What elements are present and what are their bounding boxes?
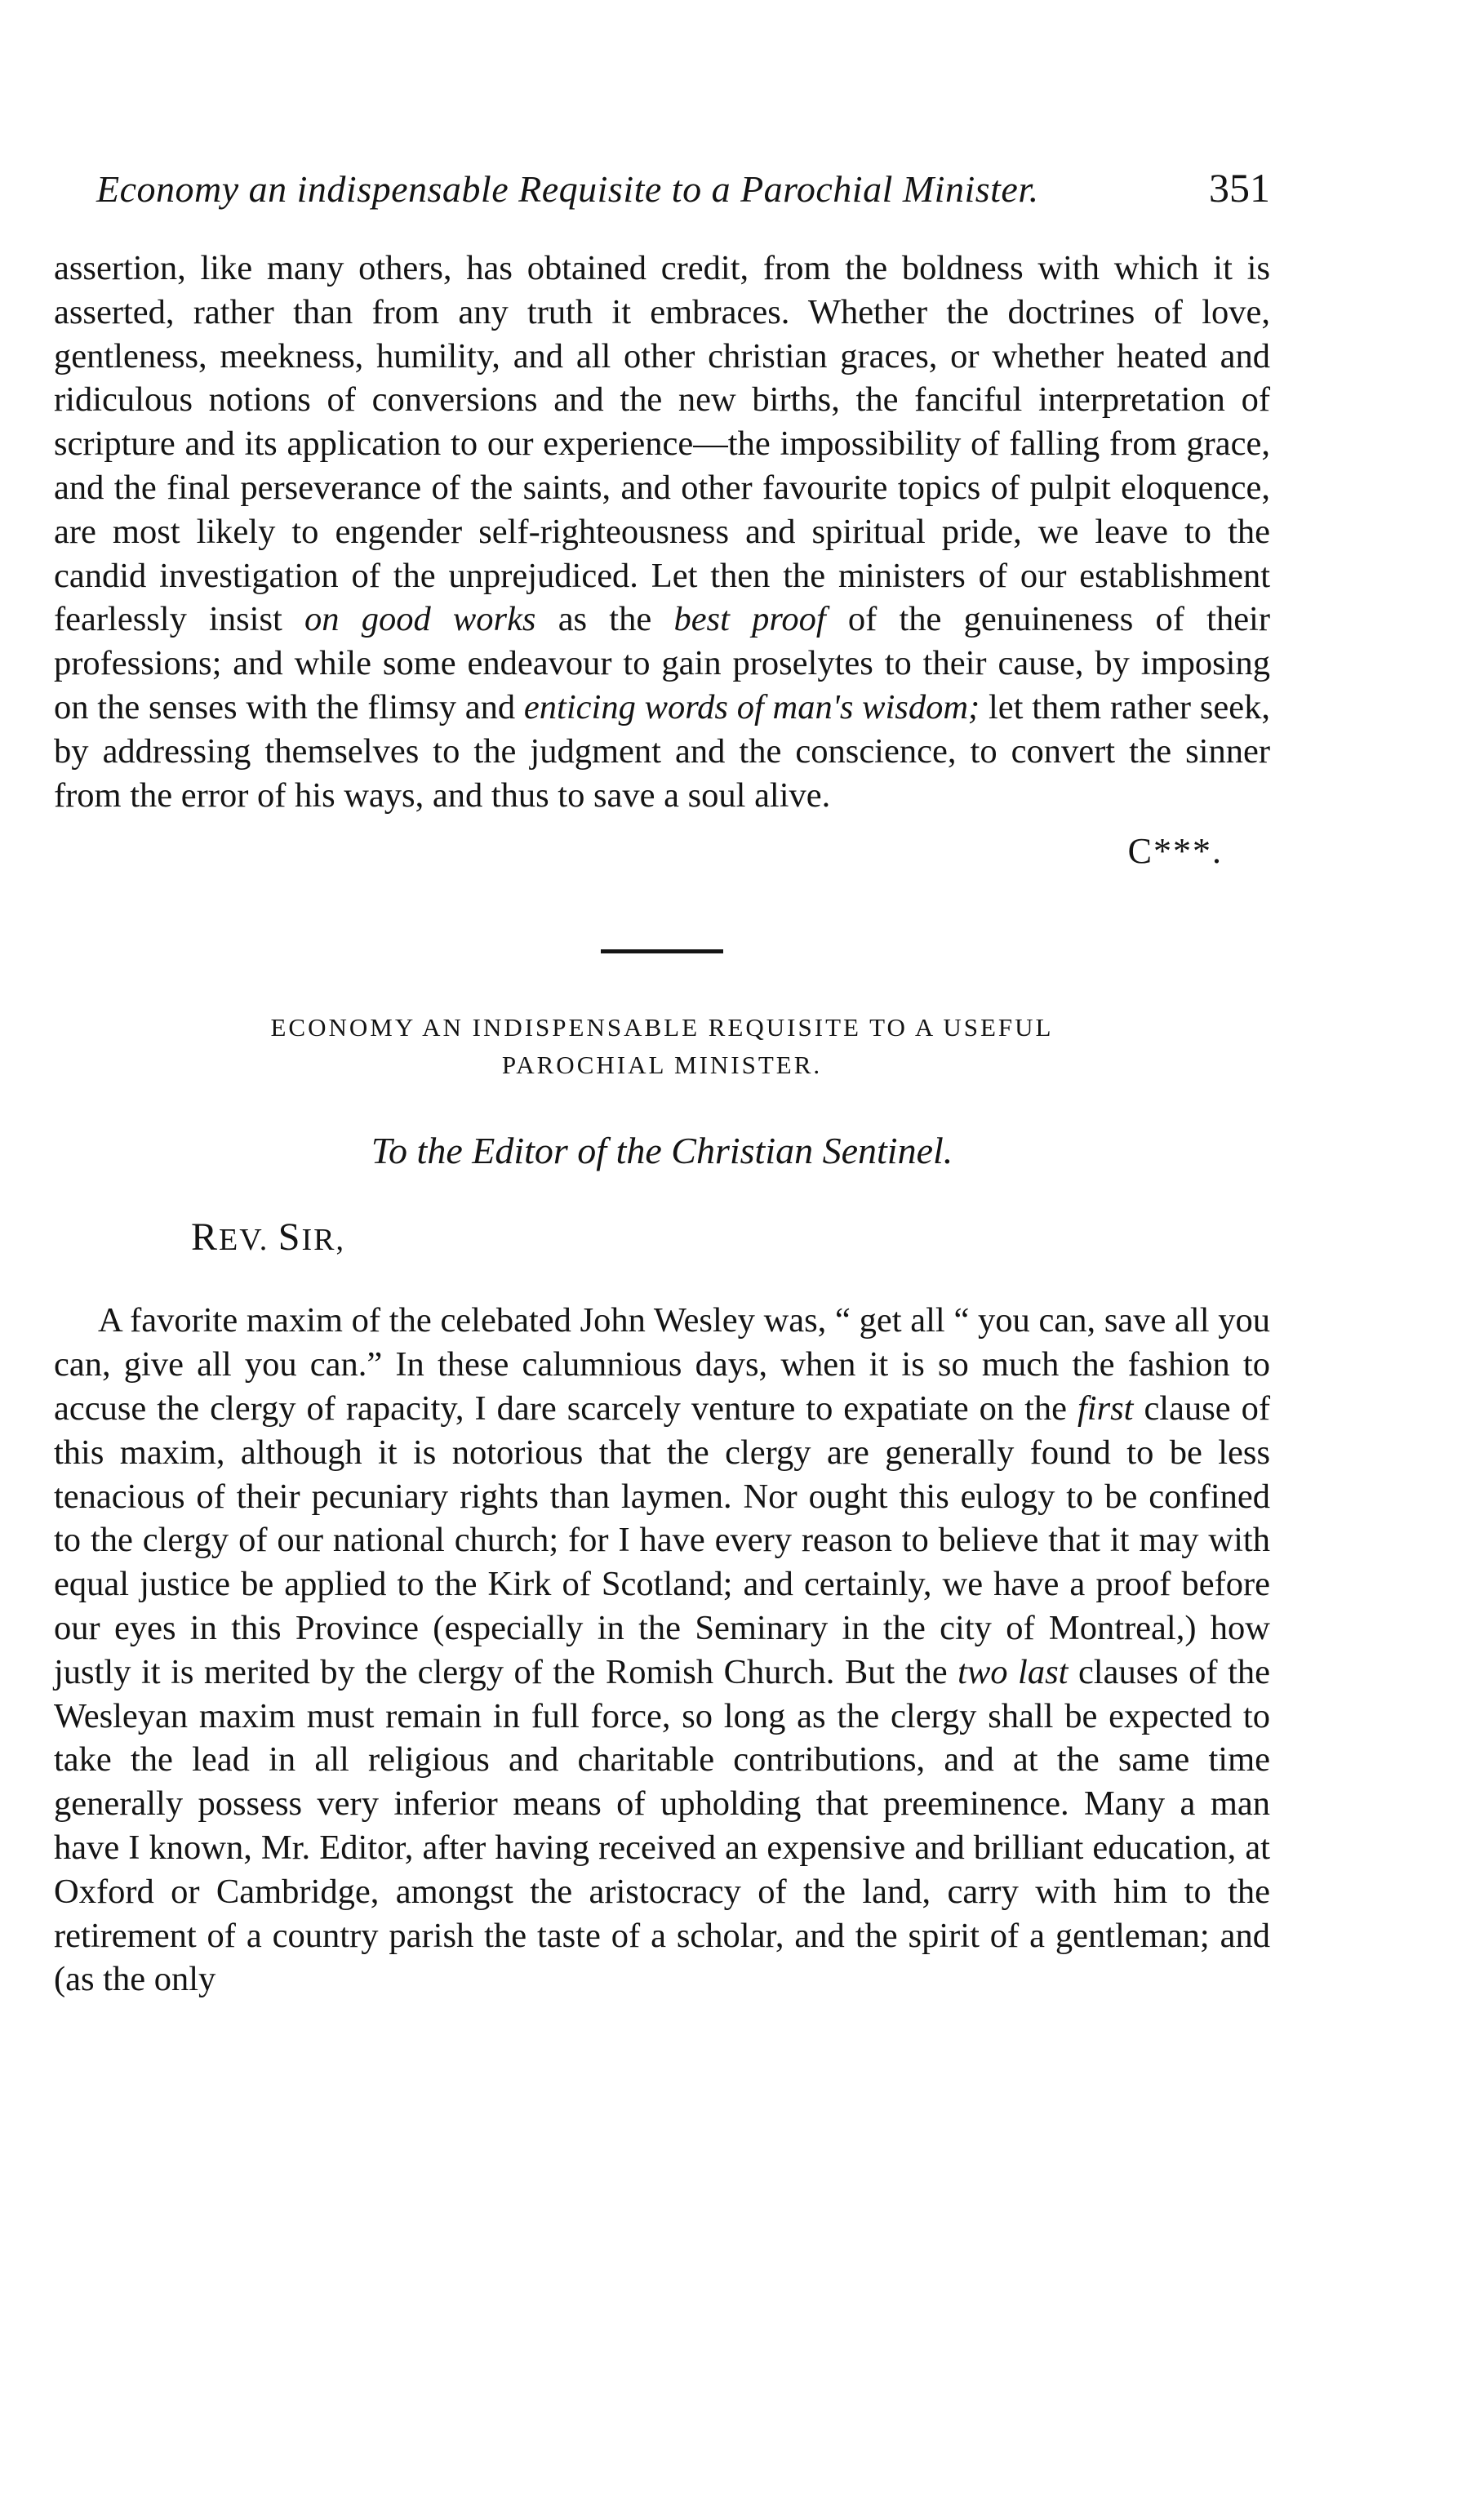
text-run: clause of this maxim, although it is notorious that the clergy are generally found to be less tenacious of their pecuniary rights than laymen. Nor ought this eulogy to be confined to the clergy of our national church; for I have every reason to believe that it may with equal justice be applied to the Kirk of Scotland; and certainly, we have a proof before our eyes in this Province (especially in the Seminary in the city of Montreal,) how justly it is merited by the clergy of the Romish Church. But the [54,1389,1270,1691]
salutation-initial: R [191,1215,220,1260]
running-head [54,163,1270,214]
article-body-paragraph [54,1299,1270,2002]
page-number: 351 [1209,165,1270,211]
text-run: of the genuineness of their professions; and while some endeavour to gain proselytes to their cause, by imposing on the senses with the flimsy and [54,600,1271,726]
article-title-line-2: PAROCHIAL MINISTER. [501,1051,823,1080]
page [54,163,1270,2002]
emphasis-on-good-works: on good works [304,600,536,639]
text-run: A favorite maxim of the celebated John Wesley was, “ get all “ you can, save all you can, give all you can.” In these calumnious days, when it is so much the fashion to accuse the clergy of rapacity, I dare scarcely venture to expatiate on the [54,1301,1270,1428]
emphasis-first: first [1077,1389,1134,1428]
article-title-line-1: ECONOMY AN INDISPENSABLE REQUISITE TO A USEFUL [270,1013,1054,1042]
emphasis-two-last: two last [957,1652,1069,1691]
previous-article-paragraph [54,247,1270,817]
article-dedication: To the Editor of the Christian Sentinel. [371,1130,953,1172]
salutation-text: EV. [219,1223,269,1258]
emphasis-best-proof: best proof [673,600,826,639]
author-signature: C***. [1127,831,1223,872]
text-run: as the [535,600,674,639]
salutation [54,1215,1270,1263]
emphasis-enticing-words: enticing words of man's wisdom; [523,687,980,726]
text-run: let them rather seek, by addressing themselves to the judgment and the conscience, to convert the sinner from the error of his ways, and thus to save a soul alive. [54,687,1270,815]
salutation-initial: S [278,1215,302,1260]
text-run: assertion, like many others, has obtained credit, from the boldness with which it is asserted, rather than from any truth it embraces. Whether the doctrines of love, gentleness, meekness, humility, and all other christian graces, or whether heated and ridiculous notions of conversions and the new births, the fanciful interpretation of scripture and its application to our experience—the impossibility of falling from grace, and the final perseverance of the saints, and other favourite topics of pulpit eloquence, are most likely to engender self-righteousness and spiritual pride, we leave to the candid investigation of the unprejudiced. Let then the ministers of our establishment fearlessly insist [54,249,1270,639]
running-head-title: Economy an indispensable Requisite to a Parochial Minister. [96,168,1039,210]
salutation-text: IR, [301,1223,345,1258]
section-divider [601,949,723,953]
text-run: clauses of the Wesleyan maxim must remain in full force, so long as the clergy shall be expected to take the lead in all religious and charitable contributions, and at the same time generally possess very inferior means of upholding that preeminence. Many a man have I known, Mr. Editor, after having received an expensive and brilliant education, at Oxford or Cambridge, amongst the aristocracy of the land, carry with him to the retirement of a country parish the taste of a scholar, and the spirit of a gentleman; and (as the only [54,1652,1270,1999]
